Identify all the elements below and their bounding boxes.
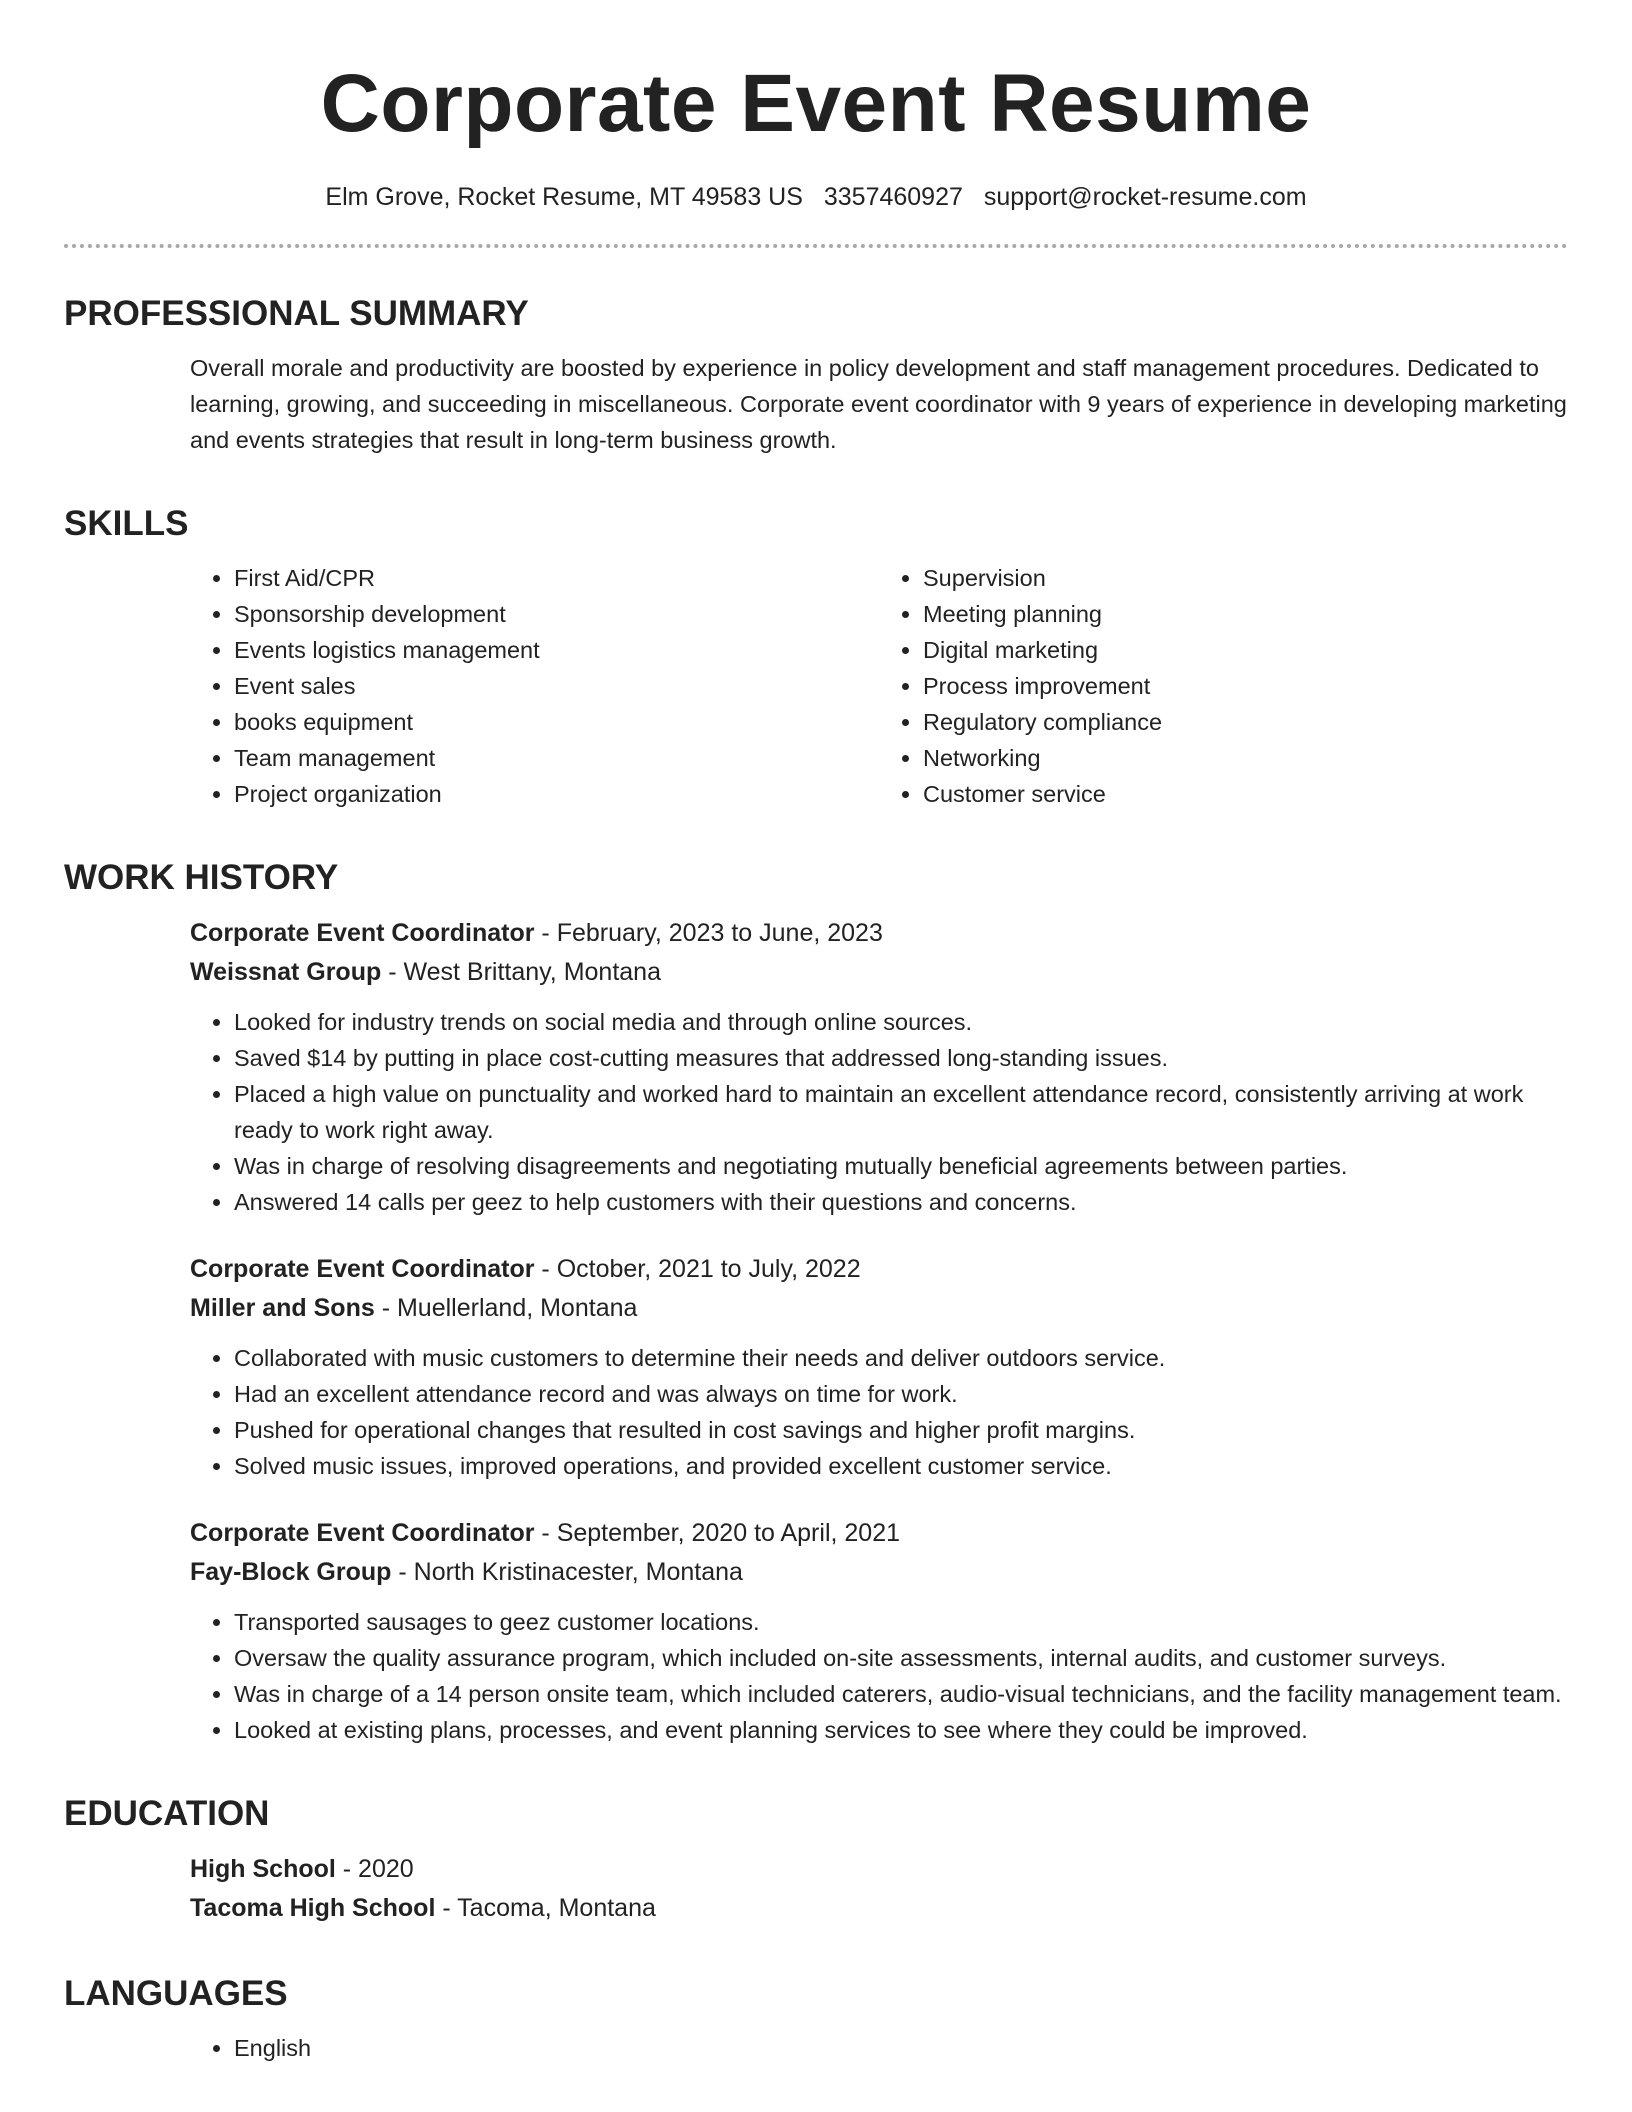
skill-item: • Team management [234,740,879,776]
job-location: - North Kristinacester, Montana [391,1558,743,1586]
skills-columns [64,560,1568,812]
skill-item: • Event sales [234,668,879,704]
job-dates: - October, 2021 to July, 2022 [534,1255,861,1283]
job-title-line [190,1514,1568,1553]
skill-item: • Sponsorship development [234,596,879,632]
job-bullet: • Was in charge of resolving disagreements and negotiating mutually beneficial agreements between parties. [234,1148,1568,1184]
education-school-line [190,1889,1568,1928]
job-title-line [190,914,1568,953]
job-bullet: • Answered 14 calls per geez to help customers with their questions and concerns. [234,1184,1568,1220]
language-item: • English [234,2030,1568,2066]
education-section [64,1792,1568,1928]
job-company-line [190,1289,1568,1328]
job-entry [190,914,1568,1220]
skill-item: • Networking [923,740,1568,776]
job-bullets [190,1004,1568,1220]
education-school: Tacoma High School [190,1894,436,1922]
job-location: - Muellerland, Montana [374,1294,638,1322]
languages-body [64,2030,1568,2066]
contact-phone: 3357460927 [823,183,963,211]
job-bullet: • Placed a high value on punctuality and worked hard to maintain an excellent attendance record, consistently arriving at work ready to work right away. [234,1076,1568,1148]
job-company: Miller and Sons [190,1294,375,1322]
header-divider [64,244,1568,248]
skill-item: • Regulatory compliance [923,704,1568,740]
summary-heading: PROFESSIONAL SUMMARY [64,294,529,333]
job-title-line [190,1250,1568,1289]
languages-heading: LANGUAGES [64,1974,288,2013]
job-bullet: • Pushed for operational changes that resulted in cost savings and higher profit margins. [234,1412,1568,1448]
job-bullet: • Transported sausages to geez customer locations. [234,1604,1568,1640]
education-year: - 2020 [335,1855,414,1883]
job-company: Weissnat Group [190,958,382,986]
job-role: Corporate Event Coordinator [190,1519,535,1547]
job-bullet: • Looked for industry trends on social media and through online sources. [234,1004,1568,1040]
job-bullet: • Looked at existing plans, processes, and event planning services to see where they could be improved. [234,1712,1568,1748]
skill-item: • Project organization [234,776,879,812]
job-bullet: • Saved $14 by putting in place cost-cutting measures that addressed long-standing issues. [234,1040,1568,1076]
resume-title: Corporate Event Resume [320,58,1312,149]
education-degree-line [190,1850,1568,1889]
work-history-heading: WORK HISTORY [64,858,339,897]
job-location: - West Brittany, Montana [381,958,661,986]
education-body [64,1850,1568,1928]
job-dates: - February, 2023 to June, 2023 [534,919,883,947]
skill-item: • books equipment [234,704,879,740]
skills-section [64,502,1568,812]
skill-item: • Digital marketing [923,632,1568,668]
job-dates: - September, 2020 to April, 2021 [534,1519,900,1547]
job-bullet: • Was in charge of a 14 person onsite team, which included caterers, audio-visual technicians, and the facility management team. [234,1676,1568,1712]
skill-item: • First Aid/CPR [234,560,879,596]
job-bullets [190,1604,1568,1748]
job-bullet: • Oversaw the quality assurance program, which included on-site assessments, internal audits, and customer surveys. [234,1640,1568,1676]
education-degree: High School [190,1855,336,1883]
job-company-line [190,1553,1568,1592]
skills-list-left [190,560,879,812]
job-bullet: • Solved music issues, improved operations, and provided excellent customer service. [234,1448,1568,1484]
contact-address: Elm Grove, Rocket Resume, MT 49583 US [325,183,803,211]
work-history-section [64,856,1568,1748]
job-entry [190,1250,1568,1484]
job-bullets [190,1340,1568,1484]
job-bullet: • Collaborated with music customers to determine their needs and deliver outdoors service. [234,1340,1568,1376]
education-heading: EDUCATION [64,1794,270,1833]
job-company: Fay-Block Group [190,1558,392,1586]
languages-section [64,1972,1568,2066]
skill-item: • Supervision [923,560,1568,596]
skills-list-right [879,560,1568,812]
summary-section [64,292,1568,458]
languages-list [190,2030,1568,2066]
skill-item: • Process improvement [923,668,1568,704]
contact-email: support@rocket-resume.com [983,183,1307,211]
education-location: - Tacoma, Montana [435,1894,656,1922]
job-entry [190,1514,1568,1748]
job-role: Corporate Event Coordinator [190,919,535,947]
skill-item: • Meeting planning [923,596,1568,632]
skill-item: • Customer service [923,776,1568,812]
contact-line [64,180,1568,214]
skills-heading: SKILLS [64,504,189,543]
work-history-body [64,914,1568,1748]
job-bullet: • Had an excellent attendance record and was always on time for work. [234,1376,1568,1412]
skill-item: • Events logistics management [234,632,879,668]
job-company-line [190,953,1568,992]
job-role: Corporate Event Coordinator [190,1255,535,1283]
summary-text: Overall morale and productivity are boosted by experience in policy development and staff management procedures. Dedicated to learning, growing, and succeeding in miscellaneous. Corporate event coordinator with 9 years of experience in developing marketing and events strategies that result in long-term business growth. [190,355,1567,453]
